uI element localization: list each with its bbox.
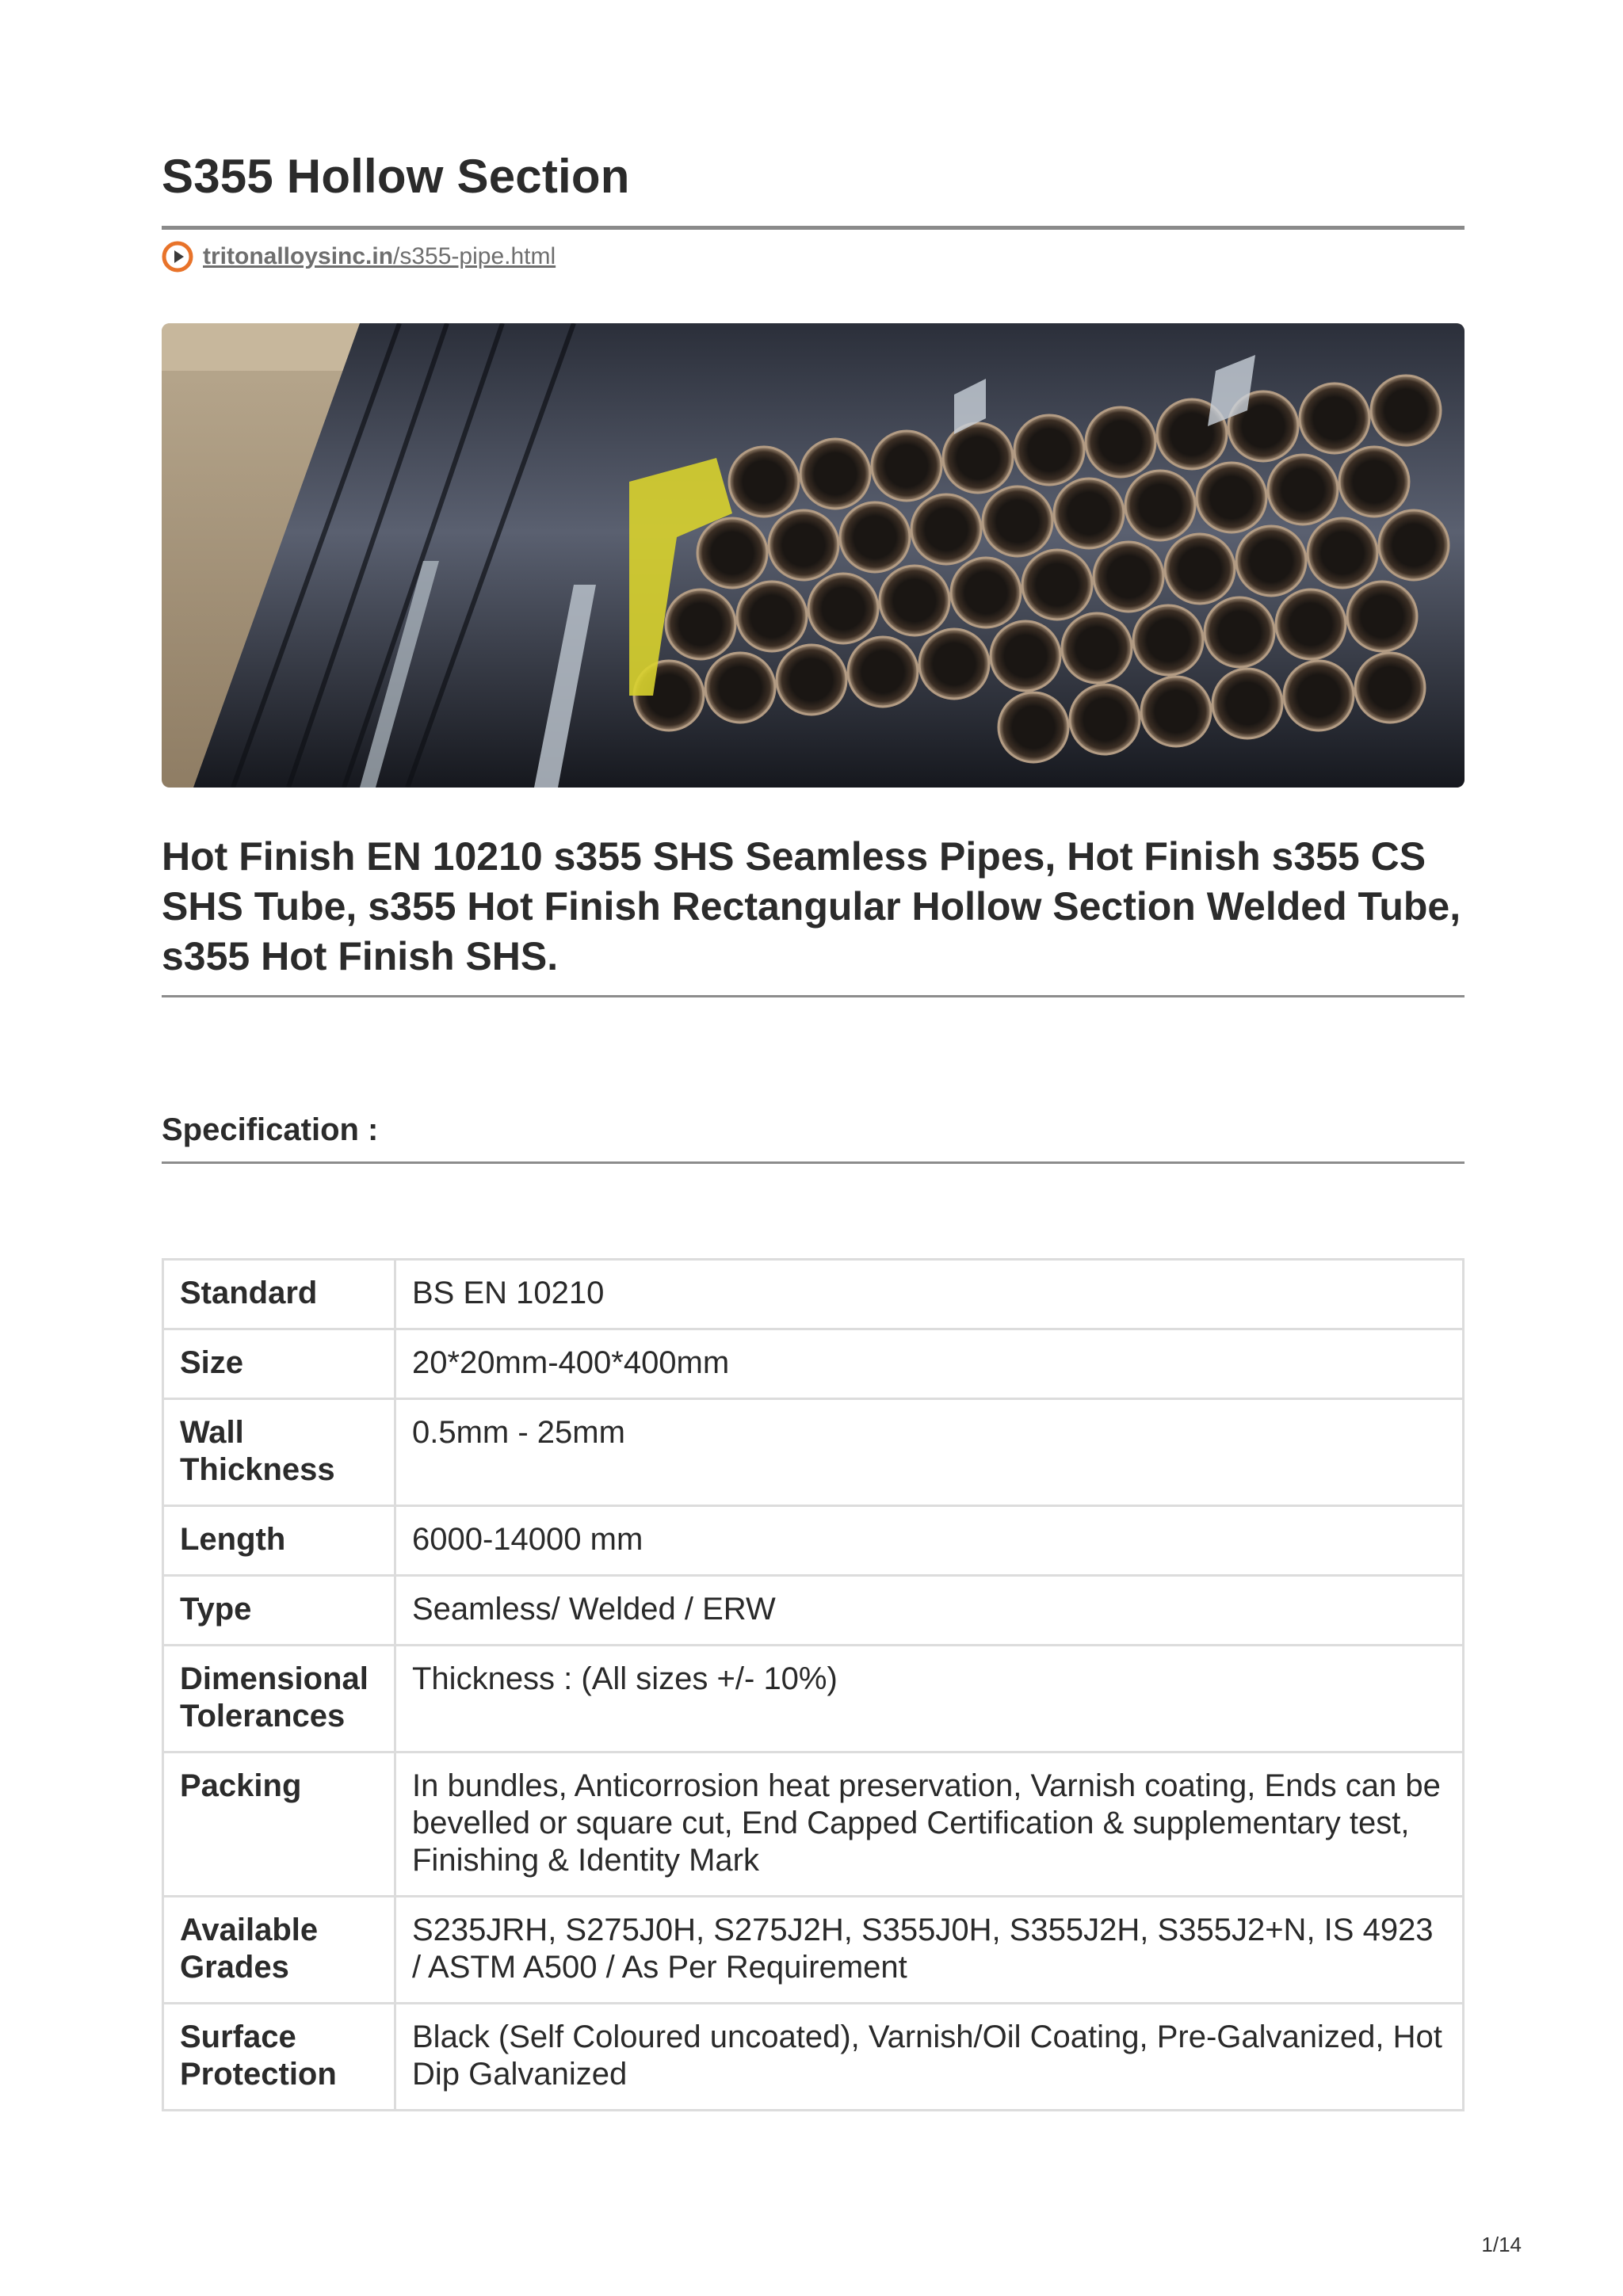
table-row [163,1329,1464,1399]
spec-key: Wall Thickness [163,1399,395,1506]
spec-value: 0.5mm - 25mm [395,1399,1464,1506]
spec-key: Packing [163,1753,395,1897]
page-title: S355 Hollow Section [162,150,630,203]
spec-value: Thickness : (All sizes +/- 10%) [395,1646,1464,1753]
spec-key: Type [163,1576,395,1646]
specification-divider [162,1161,1465,1164]
spec-key: Standard [163,1260,395,1329]
table-row [163,1260,1464,1329]
spec-value: In bundles, Anticorrosion heat preservation, Varnish coating, Ends can be bevelled or square cut, End Capped Certification & supplementary test, Finishing & Identity Mark [395,1753,1464,1897]
source-domain: tritonalloysinc.in [203,243,394,269]
spec-value: BS EN 10210 [395,1260,1464,1329]
spec-key: Dimensional Tolerances [163,1646,395,1753]
spec-value: 6000-14000 mm [395,1506,1464,1576]
table-row [163,1506,1464,1576]
title-divider [162,226,1465,230]
specification-heading: Specification : [162,1112,379,1147]
spec-key: Surface Protection [163,2004,395,2111]
hero-image [162,323,1465,788]
play-circle-icon [162,241,193,273]
spec-value: S235JRH, S275J0H, S275J2H, S355J0H, S355J2H, S355J2+N, IS 4923 / ASTM A500 / As Per Requirement [395,1897,1464,2004]
source-path: /s355-pipe.html [393,243,556,269]
spec-key: Size [163,1329,395,1399]
table-row [163,1576,1464,1646]
spec-key: Available Grades [163,1897,395,2004]
product-subtitle: Hot Finish EN 10210 s355 SHS Seamless Pipes, Hot Finish s355 CS SHS Tube, s355 Hot Finish Rectangular Hollow Section Welded Tube, s355 Hot Finish SHS. [162,834,1461,978]
steel-pipes-photo [162,323,1465,788]
spec-key: Length [163,1506,395,1576]
spec-value: Seamless/ Welded / ERW [395,1576,1464,1646]
source-link[interactable] [203,243,556,270]
source-line [162,241,556,273]
table-row [163,2004,1464,2111]
subtitle-divider [162,995,1465,997]
page-number: 1/14 [1481,2233,1522,2256]
specification-table [162,1258,1465,2111]
table-row [163,1897,1464,2004]
spec-value: 20*20mm-400*400mm [395,1329,1464,1399]
spec-value: Black (Self Coloured uncoated), Varnish/Oil Coating, Pre-Galvanized, Hot Dip Galvanized [395,2004,1464,2111]
table-row [163,1753,1464,1897]
table-row [163,1399,1464,1506]
table-row [163,1646,1464,1753]
